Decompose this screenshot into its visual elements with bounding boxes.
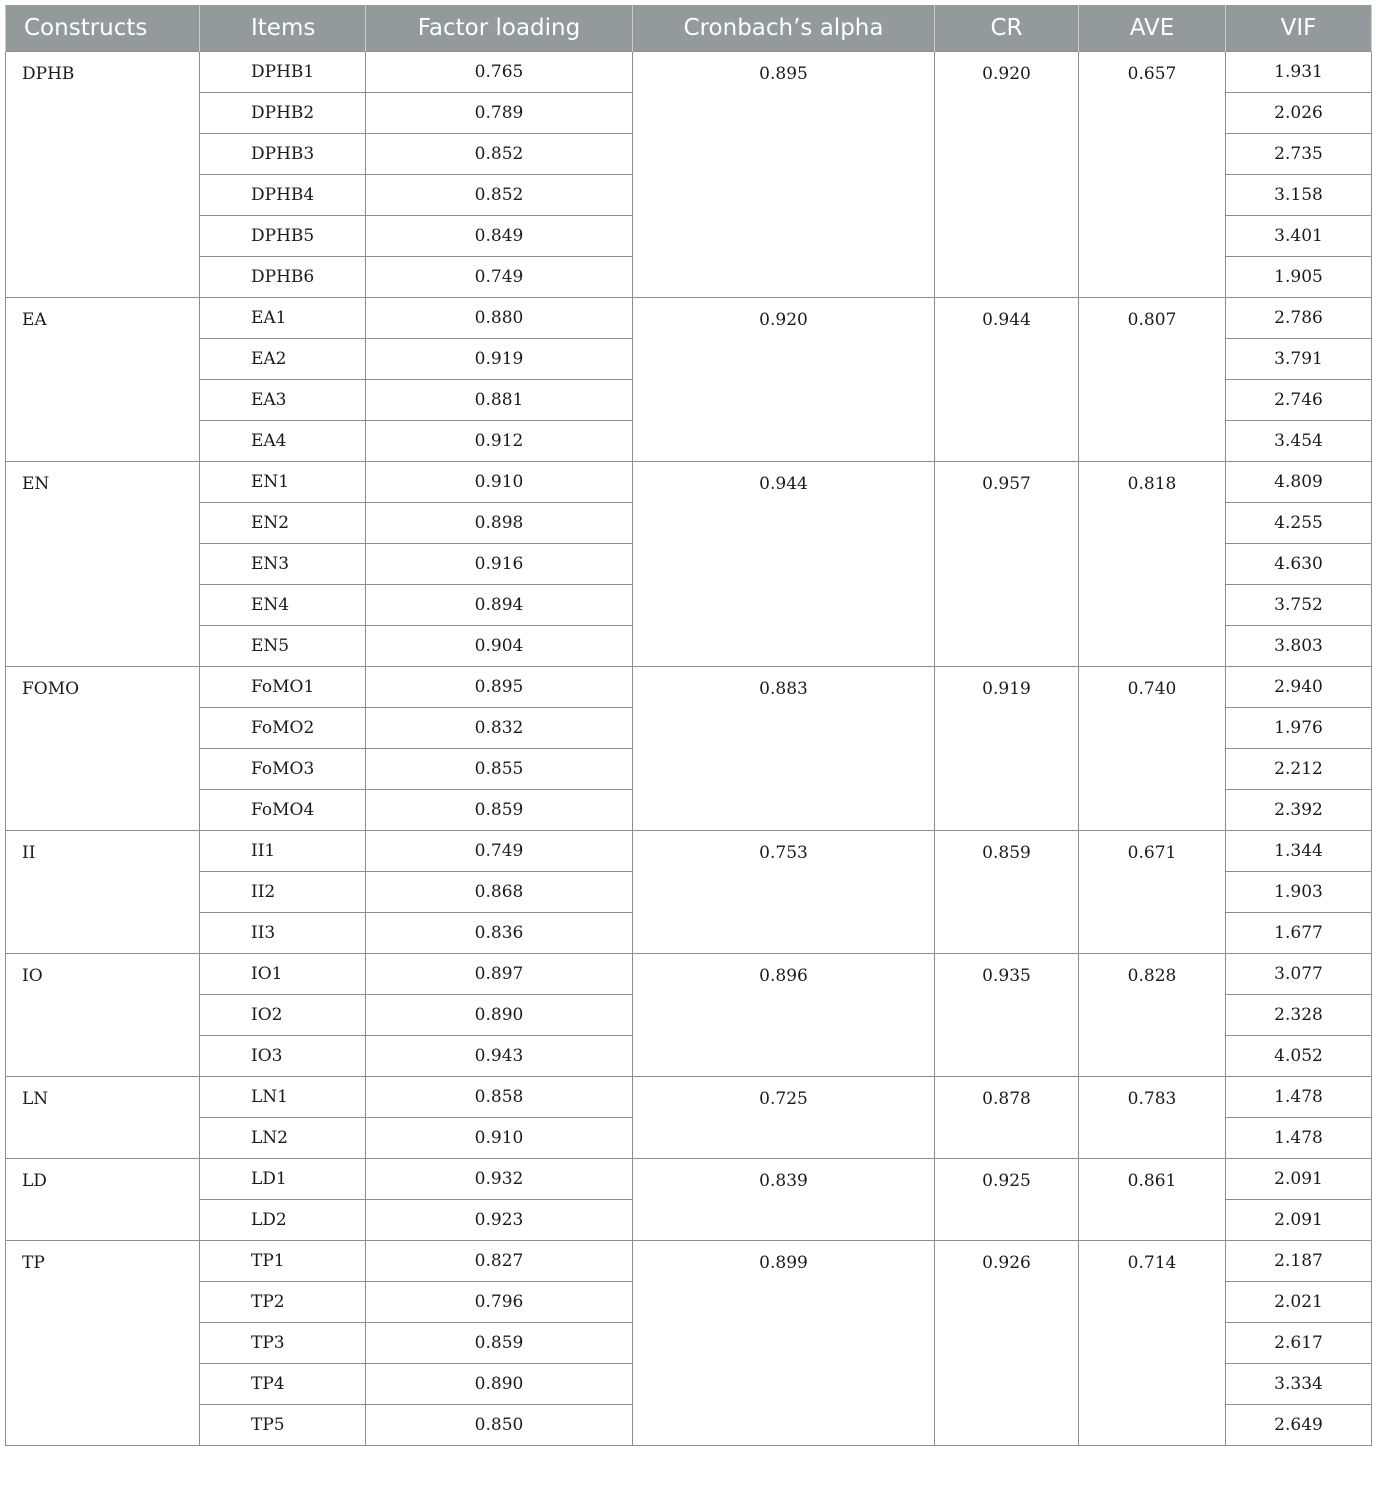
factor-loading-cell: 0.919 <box>366 339 633 380</box>
item-cell: FoMO2 <box>200 708 366 749</box>
header-row <box>6 5 1372 52</box>
cronbach-alpha-cell: 0.899 <box>633 1241 935 1446</box>
vif-cell: 2.746 <box>1226 380 1372 421</box>
item-cell: EA3 <box>200 380 366 421</box>
construct-cell: FOMO <box>6 667 200 831</box>
vif-cell: 3.401 <box>1226 216 1372 257</box>
vif-cell: 2.091 <box>1226 1159 1372 1200</box>
header-vif: VIF <box>1226 5 1372 52</box>
cr-cell: 0.944 <box>935 298 1079 462</box>
vif-cell: 2.649 <box>1226 1405 1372 1446</box>
vif-cell: 1.903 <box>1226 872 1372 913</box>
table-row <box>6 462 1372 503</box>
item-cell: EN4 <box>200 585 366 626</box>
item-cell: LD1 <box>200 1159 366 1200</box>
header-items: Items <box>200 5 366 52</box>
table-row <box>6 954 1372 995</box>
factor-loading-cell: 0.881 <box>366 380 633 421</box>
cronbach-alpha-cell: 0.944 <box>633 462 935 667</box>
ave-cell: 0.714 <box>1079 1241 1226 1446</box>
ave-cell: 0.671 <box>1079 831 1226 954</box>
ave-cell: 0.861 <box>1079 1159 1226 1241</box>
header-ave: AVE <box>1079 5 1226 52</box>
item-cell: EN3 <box>200 544 366 585</box>
cronbach-alpha-cell: 0.883 <box>633 667 935 831</box>
vif-cell: 1.905 <box>1226 257 1372 298</box>
cr-cell: 0.925 <box>935 1159 1079 1241</box>
item-cell: II2 <box>200 872 366 913</box>
table-row <box>6 1241 1372 1282</box>
construct-cell: TP <box>6 1241 200 1446</box>
construct-cell: II <box>6 831 200 954</box>
vif-cell: 1.478 <box>1226 1077 1372 1118</box>
vif-cell: 2.940 <box>1226 667 1372 708</box>
vif-cell: 2.328 <box>1226 995 1372 1036</box>
item-cell: IO1 <box>200 954 366 995</box>
vif-cell: 3.077 <box>1226 954 1372 995</box>
factor-loading-cell: 0.836 <box>366 913 633 954</box>
factor-loading-cell: 0.796 <box>366 1282 633 1323</box>
factor-loading-cell: 0.789 <box>366 93 633 134</box>
item-cell: DPHB1 <box>200 52 366 93</box>
item-cell: TP5 <box>200 1405 366 1446</box>
item-cell: TP4 <box>200 1364 366 1405</box>
table-row <box>6 831 1372 872</box>
vif-cell: 2.786 <box>1226 298 1372 339</box>
vif-cell: 1.478 <box>1226 1118 1372 1159</box>
factor-loading-cell: 0.852 <box>366 134 633 175</box>
factor-loading-cell: 0.895 <box>366 667 633 708</box>
vif-cell: 4.052 <box>1226 1036 1372 1077</box>
factor-loading-cell: 0.897 <box>366 954 633 995</box>
cr-cell: 0.957 <box>935 462 1079 667</box>
factor-loading-cell: 0.923 <box>366 1200 633 1241</box>
vif-cell: 4.809 <box>1226 462 1372 503</box>
cronbach-alpha-cell: 0.725 <box>633 1077 935 1159</box>
factor-loading-cell: 0.849 <box>366 216 633 257</box>
header-factor-loading: Factor loading <box>366 5 633 52</box>
table-body <box>6 52 1372 1446</box>
item-cell: II1 <box>200 831 366 872</box>
factor-loading-cell: 0.890 <box>366 1364 633 1405</box>
item-cell: EN2 <box>200 503 366 544</box>
cr-cell: 0.935 <box>935 954 1079 1077</box>
factor-loading-cell: 0.858 <box>366 1077 633 1118</box>
factor-loading-cell: 0.765 <box>366 52 633 93</box>
item-cell: FoMO3 <box>200 749 366 790</box>
vif-cell: 2.021 <box>1226 1282 1372 1323</box>
ave-cell: 0.740 <box>1079 667 1226 831</box>
item-cell: EN5 <box>200 626 366 667</box>
ave-cell: 0.783 <box>1079 1077 1226 1159</box>
item-cell: DPHB5 <box>200 216 366 257</box>
vif-cell: 3.791 <box>1226 339 1372 380</box>
vif-cell: 3.334 <box>1226 1364 1372 1405</box>
ave-cell: 0.657 <box>1079 52 1226 298</box>
item-cell: LD2 <box>200 1200 366 1241</box>
item-cell: DPHB4 <box>200 175 366 216</box>
vif-cell: 3.803 <box>1226 626 1372 667</box>
factor-loading-cell: 0.890 <box>366 995 633 1036</box>
header-cronbach-alpha: Cronbach’s alpha <box>633 5 935 52</box>
construct-cell: EN <box>6 462 200 667</box>
item-cell: EN1 <box>200 462 366 503</box>
vif-cell: 3.158 <box>1226 175 1372 216</box>
item-cell: TP3 <box>200 1323 366 1364</box>
table-row <box>6 298 1372 339</box>
factor-loading-cell: 0.904 <box>366 626 633 667</box>
factor-loading-cell: 0.749 <box>366 257 633 298</box>
factor-loading-cell: 0.859 <box>366 790 633 831</box>
table-row <box>6 1077 1372 1118</box>
cronbach-alpha-cell: 0.896 <box>633 954 935 1077</box>
item-cell: EA4 <box>200 421 366 462</box>
cronbach-alpha-cell: 0.895 <box>633 52 935 298</box>
factor-loading-cell: 0.910 <box>366 462 633 503</box>
item-cell: EA1 <box>200 298 366 339</box>
construct-cell: EA <box>6 298 200 462</box>
vif-cell: 3.454 <box>1226 421 1372 462</box>
item-cell: LN2 <box>200 1118 366 1159</box>
header-constructs: Constructs <box>6 5 200 52</box>
vif-cell: 2.735 <box>1226 134 1372 175</box>
ave-cell: 0.828 <box>1079 954 1226 1077</box>
ave-cell: 0.807 <box>1079 298 1226 462</box>
item-cell: LN1 <box>200 1077 366 1118</box>
vif-cell: 1.344 <box>1226 831 1372 872</box>
cr-cell: 0.878 <box>935 1077 1079 1159</box>
item-cell: FoMO1 <box>200 667 366 708</box>
factor-loading-cell: 0.898 <box>366 503 633 544</box>
factor-loading-cell: 0.832 <box>366 708 633 749</box>
factor-loading-cell: 0.859 <box>366 1323 633 1364</box>
vif-cell: 1.931 <box>1226 52 1372 93</box>
construct-cell: IO <box>6 954 200 1077</box>
table-row <box>6 52 1372 93</box>
item-cell: FoMO4 <box>200 790 366 831</box>
construct-cell: LN <box>6 1077 200 1159</box>
factor-loading-cell: 0.916 <box>366 544 633 585</box>
factor-loading-cell: 0.912 <box>366 421 633 462</box>
vif-cell: 1.677 <box>1226 913 1372 954</box>
construct-cell: DPHB <box>6 52 200 298</box>
factor-loading-cell: 0.749 <box>366 831 633 872</box>
construct-cell: LD <box>6 1159 200 1241</box>
item-cell: IO3 <box>200 1036 366 1077</box>
factor-loading-cell: 0.943 <box>366 1036 633 1077</box>
factor-loading-cell: 0.855 <box>366 749 633 790</box>
vif-cell: 4.255 <box>1226 503 1372 544</box>
cr-cell: 0.859 <box>935 831 1079 954</box>
item-cell: IO2 <box>200 995 366 1036</box>
vif-cell: 2.026 <box>1226 93 1372 134</box>
cr-cell: 0.926 <box>935 1241 1079 1446</box>
item-cell: DPHB3 <box>200 134 366 175</box>
vif-cell: 3.752 <box>1226 585 1372 626</box>
table-row <box>6 667 1372 708</box>
table-header <box>6 5 1372 52</box>
factor-loading-cell: 0.880 <box>366 298 633 339</box>
vif-cell: 2.091 <box>1226 1200 1372 1241</box>
vif-cell: 2.187 <box>1226 1241 1372 1282</box>
item-cell: TP1 <box>200 1241 366 1282</box>
vif-cell: 1.976 <box>1226 708 1372 749</box>
item-cell: TP2 <box>200 1282 366 1323</box>
vif-cell: 2.392 <box>1226 790 1372 831</box>
vif-cell: 2.212 <box>1226 749 1372 790</box>
vif-cell: 2.617 <box>1226 1323 1372 1364</box>
item-cell: EA2 <box>200 339 366 380</box>
cronbach-alpha-cell: 0.753 <box>633 831 935 954</box>
cr-cell: 0.919 <box>935 667 1079 831</box>
factor-loading-cell: 0.932 <box>366 1159 633 1200</box>
header-cr: CR <box>935 5 1079 52</box>
factor-loading-cell: 0.910 <box>366 1118 633 1159</box>
factor-loading-cell: 0.894 <box>366 585 633 626</box>
item-cell: II3 <box>200 913 366 954</box>
ave-cell: 0.818 <box>1079 462 1226 667</box>
factor-loading-cell: 0.827 <box>366 1241 633 1282</box>
cronbach-alpha-cell: 0.920 <box>633 298 935 462</box>
item-cell: DPHB6 <box>200 257 366 298</box>
measurement-table <box>5 5 1372 1446</box>
vif-cell: 4.630 <box>1226 544 1372 585</box>
cronbach-alpha-cell: 0.839 <box>633 1159 935 1241</box>
table-row <box>6 1159 1372 1200</box>
factor-loading-cell: 0.850 <box>366 1405 633 1446</box>
cr-cell: 0.920 <box>935 52 1079 298</box>
factor-loading-cell: 0.852 <box>366 175 633 216</box>
factor-loading-cell: 0.868 <box>366 872 633 913</box>
item-cell: DPHB2 <box>200 93 366 134</box>
